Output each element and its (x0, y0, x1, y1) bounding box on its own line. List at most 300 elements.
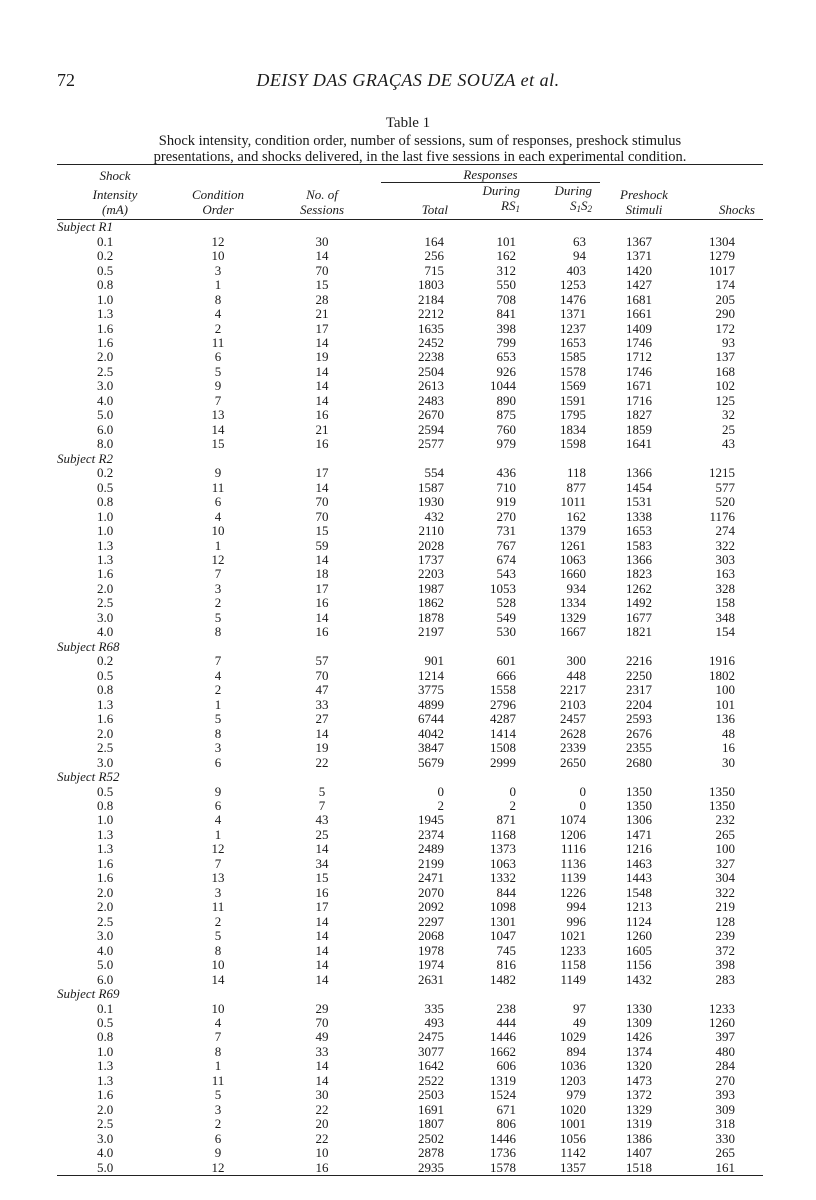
cell-shocks: 163 (715, 566, 735, 582)
cell-condition-order: 4 (214, 306, 222, 322)
cell-preshock-stimuli: 1492 (626, 595, 652, 611)
cell-preshock-stimuli: 1671 (626, 378, 652, 394)
cell-during-rs1: 875 (496, 407, 516, 423)
data-table-container (57, 164, 763, 1176)
cell-condition-order: 2 (214, 913, 222, 929)
cell-condition-order: 5 (214, 711, 222, 727)
cell-preshock-stimuli: 2676 (626, 725, 652, 741)
header-intensity: Intensity (mA) (57, 183, 173, 220)
cell-intensity: 2.5 (97, 913, 114, 929)
cell-intensity: 4.0 (97, 942, 114, 958)
cell-preshock-stimuli: 1661 (626, 306, 652, 322)
cell-total: 2199 (418, 855, 444, 871)
cell-sessions: 16 (315, 624, 329, 640)
cell-total: 2238 (418, 349, 444, 365)
cell-during-rs1: 1168 (490, 826, 516, 842)
cell-shocks: 397 (715, 1029, 735, 1045)
cell-shocks: 1279 (709, 248, 735, 264)
table-row (57, 958, 763, 972)
cell-sessions: 14 (315, 913, 329, 929)
cell-during-s1s2: 1029 (560, 1029, 586, 1045)
cell-during-rs1: 1319 (490, 1072, 516, 1088)
table-row (57, 567, 763, 581)
table-row (57, 365, 763, 379)
cell-condition-order: 5 (214, 363, 222, 379)
cell-during-s1s2: 1056 (560, 1130, 586, 1146)
subject-header-row (57, 770, 763, 784)
cell-condition-order: 6 (214, 754, 222, 770)
cell-during-s1s2: 1149 (560, 971, 586, 987)
cell-shocks: 322 (715, 537, 735, 553)
cell-during-s1s2: 1020 (560, 1101, 586, 1117)
cell-sessions: 70 (315, 508, 329, 524)
cell-condition-order: 3 (214, 1101, 222, 1117)
cell-total: 2503 (418, 1087, 444, 1103)
cell-shocks: 274 (715, 523, 735, 539)
cell-condition-order: 4 (214, 667, 222, 683)
cell-total: 1807 (418, 1116, 444, 1132)
cell-condition-order: 11 (211, 334, 225, 350)
cell-during-rs1: 238 (496, 1000, 516, 1016)
cell-total: 1974 (418, 957, 444, 973)
cell-during-s1s2: 2457 (560, 711, 586, 727)
cell-during-s1s2: 1253 (560, 277, 586, 293)
cell-during-s1s2: 1591 (560, 392, 586, 408)
table-row (57, 1030, 763, 1044)
cell-shocks: 318 (715, 1116, 735, 1132)
table-row (57, 249, 763, 263)
cell-during-rs1: 398 (496, 320, 516, 336)
table-row (57, 697, 763, 711)
cell-preshock-stimuli: 1605 (626, 942, 652, 958)
cell-intensity: 2.0 (97, 725, 114, 741)
cell-condition-order: 3 (214, 580, 222, 596)
cell-condition-order: 12 (211, 233, 225, 249)
cell-condition-order: 8 (214, 624, 222, 640)
cell-during-rs1: 745 (496, 942, 516, 958)
cell-shocks: 158 (715, 595, 735, 611)
cell-intensity: 1.0 (97, 1043, 114, 1059)
cell-intensity: 2.5 (97, 1116, 114, 1132)
cell-sessions: 14 (315, 942, 329, 958)
cell-condition-order: 11 (211, 1072, 225, 1088)
cell-intensity: 1.3 (97, 306, 114, 322)
cell-during-rs1: 841 (496, 306, 516, 322)
table-row (57, 972, 763, 986)
cell-shocks: 304 (715, 870, 735, 886)
cell-condition-order: 2 (214, 320, 222, 336)
cell-during-s1s2: 877 (566, 479, 586, 495)
cell-during-s1s2: 1834 (560, 421, 586, 437)
cell-intensity: 0.5 (97, 262, 114, 278)
cell-intensity: 1.6 (97, 870, 114, 886)
cell-intensity: 1.6 (97, 711, 114, 727)
cell-sessions: 57 (315, 653, 329, 669)
cell-preshock-stimuli: 1374 (626, 1043, 652, 1059)
cell-intensity: 0.8 (97, 682, 114, 698)
cell-during-rs1: 799 (496, 334, 516, 350)
cell-total: 2504 (418, 363, 444, 379)
cell-shocks: 16 (722, 740, 735, 756)
cell-during-s1s2: 1476 (560, 291, 586, 307)
cell-sessions: 21 (315, 421, 329, 437)
cell-during-s1s2: 1585 (560, 349, 586, 365)
cell-preshock-stimuli: 1156 (626, 957, 652, 973)
table-row (57, 596, 763, 610)
cell-during-s1s2: 1158 (560, 957, 586, 973)
table-body (57, 220, 763, 1176)
cell-preshock-stimuli: 1409 (626, 320, 652, 336)
cell-during-s1s2: 1074 (560, 812, 586, 828)
cell-during-s1s2: 97 (573, 1000, 586, 1016)
cell-total: 2670 (418, 407, 444, 423)
cell-total: 901 (424, 653, 444, 669)
cell-total: 3847 (418, 740, 444, 756)
cell-preshock-stimuli: 1309 (626, 1015, 652, 1031)
cell-total: 2068 (418, 928, 444, 944)
table-row (57, 828, 763, 842)
cell-preshock-stimuli: 1712 (626, 349, 652, 365)
cell-shocks: 284 (715, 1058, 735, 1074)
cell-preshock-stimuli: 1366 (626, 465, 652, 481)
cell-condition-order: 10 (211, 957, 225, 973)
cell-intensity: 8.0 (97, 436, 114, 452)
cell-total: 1642 (418, 1058, 444, 1074)
cell-preshock-stimuli: 1823 (626, 566, 652, 582)
cell-intensity: 5.0 (97, 957, 114, 973)
cell-sessions: 70 (315, 667, 329, 683)
cell-intensity: 2.0 (97, 349, 114, 365)
cell-during-rs1: 1332 (490, 870, 516, 886)
cell-shocks: 136 (715, 711, 735, 727)
cell-total: 2 (437, 797, 444, 813)
cell-during-rs1: 731 (496, 523, 516, 539)
cell-shocks: 128 (715, 913, 735, 929)
cell-intensity: 1.3 (97, 696, 114, 712)
cell-shocks: 322 (715, 884, 735, 900)
cell-preshock-stimuli: 1518 (600, 1160, 688, 1175)
cell-sessions: 14 (315, 1058, 329, 1074)
cell-during-rs1: 666 (496, 667, 516, 683)
cell-during-s1s2: 1226 (560, 884, 586, 900)
table-row (57, 1103, 763, 1117)
cell-sessions: 18 (315, 566, 329, 582)
table-row (57, 857, 763, 871)
cell-condition-order: 5 (214, 928, 222, 944)
cell-during-rs1: 1446 (490, 1130, 516, 1146)
cell-intensity: 3.0 (97, 378, 114, 394)
cell-preshock-stimuli: 2250 (626, 667, 652, 683)
table-row (57, 524, 763, 538)
cell-shocks: 1017 (709, 262, 735, 278)
cell-condition-order: 7 (214, 653, 222, 669)
cell-preshock-stimuli: 1262 (626, 580, 652, 596)
cell-during-rs1: 806 (496, 1116, 516, 1132)
table-row (57, 394, 763, 408)
cell-during-s1s2: 1357 (528, 1160, 600, 1175)
cell-shocks: 125 (715, 392, 735, 408)
cell-during-rs1: 926 (496, 363, 516, 379)
cell-intensity: 2.5 (97, 363, 114, 379)
cell-preshock-stimuli: 1216 (626, 841, 652, 857)
cell-preshock-stimuli: 2317 (626, 682, 652, 698)
cell-condition-order: 2 (214, 1116, 222, 1132)
cell-total: 1930 (418, 494, 444, 510)
cell-preshock-stimuli: 1338 (626, 508, 652, 524)
cell-condition-order: 1 (214, 826, 222, 842)
table-row (57, 1016, 763, 1030)
cell-condition-order: 9 (214, 783, 222, 799)
cell-intensity: 0.8 (97, 494, 114, 510)
subject-label: Subject R69 (57, 986, 120, 1002)
cell-total: 1978 (418, 942, 444, 958)
cell-sessions: 20 (315, 1116, 329, 1132)
cell-during-rs1: 767 (496, 537, 516, 553)
cell-during-s1s2: 1021 (560, 928, 586, 944)
cell-during-rs1: 601 (496, 653, 516, 669)
table-row (57, 437, 763, 451)
cell-total: 432 (424, 508, 444, 524)
cell-sessions: 14 (315, 363, 329, 379)
cell-intensity: 1.6 (97, 1087, 114, 1103)
cell-sessions: 14 (315, 725, 329, 741)
cell-total: 2110 (418, 523, 444, 539)
cell-intensity: 6.0 (97, 421, 114, 437)
table-row (57, 466, 763, 480)
cell-intensity: 0.5 (97, 1015, 114, 1031)
cell-during-s1s2: 63 (573, 233, 586, 249)
cell-preshock-stimuli: 1371 (626, 248, 652, 264)
table-row (57, 683, 763, 697)
cell-shocks: 1802 (709, 667, 735, 683)
header-shocks: Shocks (688, 183, 763, 220)
cell-during-s1s2: 1036 (560, 1058, 586, 1074)
cell-during-s1s2: 1795 (560, 407, 586, 423)
table-row (57, 336, 763, 350)
cell-sessions: 22 (315, 1101, 329, 1117)
cell-condition-order: 8 (214, 725, 222, 741)
cell-condition-order: 14 (211, 421, 225, 437)
cell-preshock-stimuli: 1454 (626, 479, 652, 495)
cell-intensity: 1.6 (97, 334, 114, 350)
cell-sessions: 34 (315, 855, 329, 871)
cell-sessions: 14 (315, 957, 329, 973)
cell-sessions: 15 (315, 523, 329, 539)
cell-during-s1s2: 1139 (560, 870, 586, 886)
cell-preshock-stimuli: 1386 (626, 1130, 652, 1146)
cell-during-s1s2: 1660 (560, 566, 586, 582)
table-row (57, 871, 763, 885)
cell-preshock-stimuli: 1350 (626, 783, 652, 799)
cell-sessions: 19 (315, 740, 329, 756)
cell-preshock-stimuli: 1320 (626, 1058, 652, 1074)
cell-condition-order: 4 (214, 812, 222, 828)
cell-during-rs1: 530 (496, 624, 516, 640)
cell-preshock-stimuli: 2216 (626, 653, 652, 669)
cell-intensity: 2.5 (97, 740, 114, 756)
cell-shocks: 265 (715, 826, 735, 842)
cell-during-rs1: 653 (496, 349, 516, 365)
cell-shocks: 32 (722, 407, 735, 423)
cell-total: 493 (424, 1015, 444, 1031)
cell-condition-order: 1 (214, 537, 222, 553)
cell-sessions: 16 (315, 884, 329, 900)
running-head: DEISY DAS GRAÇAS DE SOUZA et al. (256, 70, 560, 90)
cell-shocks: 372 (715, 942, 735, 958)
subject-header-row (57, 987, 763, 1001)
cell-during-s1s2: 1116 (560, 841, 586, 857)
cell-during-rs1: 543 (496, 566, 516, 582)
cell-preshock-stimuli: 1432 (626, 971, 652, 987)
cell-shocks: 290 (715, 306, 735, 322)
cell-preshock-stimuli: 1372 (626, 1087, 652, 1103)
cell-shocks: 1215 (709, 465, 735, 481)
cell-intensity: 3.0 (97, 928, 114, 944)
cell-intensity: 3.0 (97, 609, 114, 625)
cell-preshock-stimuli: 1827 (626, 407, 652, 423)
header-responses: Responses (381, 165, 600, 183)
cell-preshock-stimuli: 2204 (626, 696, 652, 712)
table-row (57, 813, 763, 827)
cell-during-rs1: 1053 (490, 580, 516, 596)
cell-during-s1s2: 118 (566, 465, 586, 481)
cell-intensity: 1.3 (97, 826, 114, 842)
cell-preshock-stimuli: 1124 (626, 913, 652, 929)
cell-during-s1s2: 1334 (560, 595, 586, 611)
cell-sessions: 14 (315, 392, 329, 408)
cell-intensity: 0.5 (97, 667, 114, 683)
table-row (57, 1059, 763, 1073)
cell-during-rs1: 844 (496, 884, 516, 900)
cell-total: 2028 (418, 537, 444, 553)
cell-shocks: 25 (722, 421, 735, 437)
cell-intensity: 0.2 (97, 465, 114, 481)
cell-shocks: 168 (715, 363, 735, 379)
cell-during-rs1: 1662 (490, 1043, 516, 1059)
cell-preshock-stimuli: 1319 (626, 1116, 652, 1132)
cell-preshock-stimuli: 1653 (626, 523, 652, 539)
cell-total: 1803 (418, 277, 444, 293)
cell-sessions: 27 (315, 711, 329, 727)
cell-condition-order: 5 (214, 609, 222, 625)
cell-during-s1s2: 1233 (560, 942, 586, 958)
cell-sessions: 14 (315, 841, 329, 857)
cell-preshock-stimuli: 1548 (626, 884, 652, 900)
cell-during-rs1: 760 (496, 421, 516, 437)
cell-sessions: 19 (315, 349, 329, 365)
cell-condition-order: 7 (214, 392, 222, 408)
cell-sessions: 17 (315, 320, 329, 336)
cell-preshock-stimuli: 1420 (626, 262, 652, 278)
cell-shocks: 348 (715, 609, 735, 625)
cell-intensity: 4.0 (97, 1145, 114, 1161)
cell-condition-order: 15 (211, 436, 225, 452)
cell-preshock-stimuli: 2680 (626, 754, 652, 770)
cell-preshock-stimuli: 1443 (626, 870, 652, 886)
cell-intensity: 5.0 (57, 1160, 173, 1175)
cell-during-rs1: 549 (496, 609, 516, 625)
cell-condition-order: 10 (211, 523, 225, 539)
cell-during-s1s2: 979 (566, 1087, 586, 1103)
cell-during-rs1: 1063 (490, 855, 516, 871)
table-row (57, 1146, 763, 1160)
cell-intensity: 2.0 (97, 1101, 114, 1117)
cell-intensity: 1.3 (97, 537, 114, 553)
cell-during-rs1: 0 (509, 783, 516, 799)
cell-total: 2489 (418, 841, 444, 857)
cell-during-rs1: 436 (496, 465, 516, 481)
cell-condition-order: 4 (214, 1015, 222, 1031)
cell-sessions: 22 (315, 1130, 329, 1146)
cell-total: 1691 (418, 1101, 444, 1117)
cell-shocks: 232 (715, 812, 735, 828)
cell-sessions: 14 (315, 479, 329, 495)
cell-during-rs1: 710 (496, 479, 516, 495)
cell-during-rs1: 1508 (490, 740, 516, 756)
cell-during-s1s2: 1578 (560, 363, 586, 379)
table-row (57, 423, 763, 437)
cell-preshock-stimuli: 1330 (626, 1000, 652, 1016)
cell-during-rs1: 1524 (490, 1087, 516, 1103)
cell-preshock-stimuli: 1473 (626, 1072, 652, 1088)
cell-during-rs1: 2796 (490, 696, 516, 712)
cell-sessions: 14 (315, 248, 329, 264)
subject-label: Subject R52 (57, 769, 120, 785)
cell-intensity: 1.3 (97, 841, 114, 857)
cell-shocks: 101 (715, 696, 735, 712)
table-row (57, 886, 763, 900)
cell-during-rs1: 1578 (456, 1160, 528, 1175)
cell-preshock-stimuli: 1859 (626, 421, 652, 437)
cell-intensity: 0.2 (97, 248, 114, 264)
cell-shocks: 30 (722, 754, 735, 770)
cell-total: 335 (424, 1000, 444, 1016)
cell-sessions: 7 (318, 797, 326, 813)
cell-shocks: 239 (715, 928, 735, 944)
table-row (57, 669, 763, 683)
cell-total: 2878 (418, 1145, 444, 1161)
cell-intensity: 2.5 (97, 595, 114, 611)
cell-total: 1214 (418, 667, 444, 683)
table-row (57, 582, 763, 596)
cell-shocks: 174 (715, 277, 735, 293)
cell-intensity: 6.0 (97, 971, 114, 987)
table-row (57, 900, 763, 914)
cell-total: 2577 (418, 436, 444, 452)
cell-intensity: 1.3 (97, 1058, 114, 1074)
cell-condition-order: 10 (211, 1000, 225, 1016)
table-row (57, 509, 763, 523)
cell-total: 715 (424, 262, 444, 278)
subject-header-row (57, 640, 763, 654)
cell-condition-order: 1 (214, 277, 222, 293)
cell-sessions: 14 (315, 971, 329, 987)
cell-shocks: 48 (722, 725, 735, 741)
cell-intensity: 4.0 (97, 392, 114, 408)
cell-intensity: 0.8 (97, 1029, 114, 1045)
cell-preshock-stimuli: 1366 (626, 552, 652, 568)
cell-condition-order: 6 (214, 1130, 222, 1146)
page-number: 72 (57, 70, 75, 90)
cell-during-s1s2: 1011 (560, 494, 586, 510)
cell-total: 2613 (418, 378, 444, 394)
cell-total: 2522 (418, 1072, 444, 1088)
cell-total: 2212 (418, 306, 444, 322)
cell-during-rs1: 270 (496, 508, 516, 524)
cell-total: 3077 (418, 1043, 444, 1059)
table-row (57, 350, 763, 364)
table-row (57, 234, 763, 248)
